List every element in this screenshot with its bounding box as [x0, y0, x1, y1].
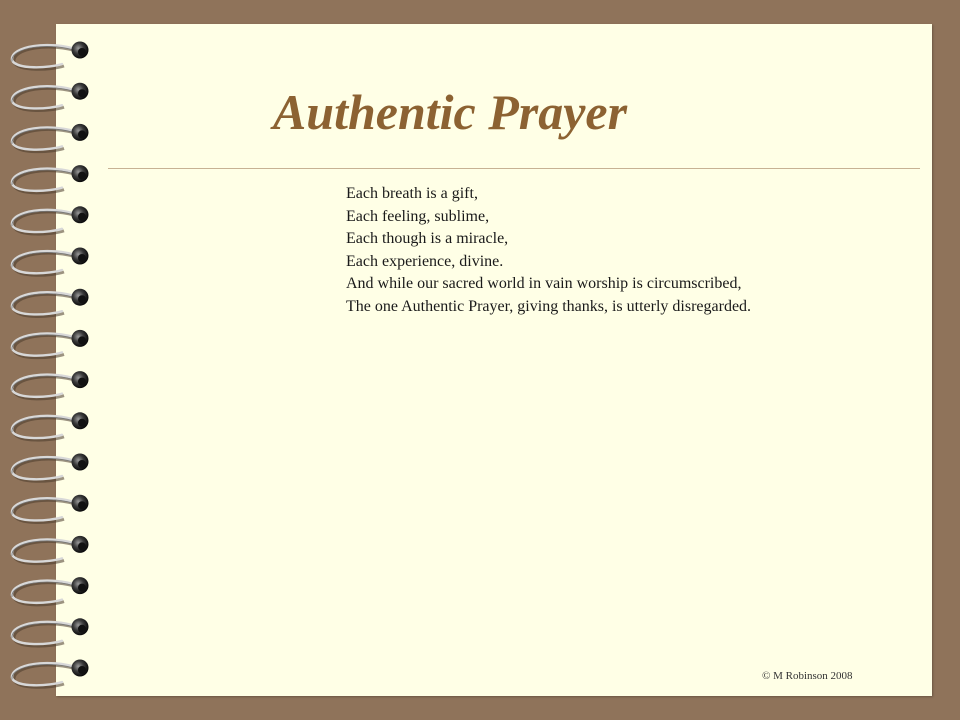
- poem-line: Each though is a miracle,: [346, 230, 509, 248]
- poem-line: Each feeling, sublime,: [346, 207, 490, 225]
- poem-text: [346, 183, 751, 319]
- binding-ring: [12, 330, 89, 358]
- binding-ring: [12, 660, 89, 688]
- copyright-notice: © M Robinson 2008: [762, 670, 853, 682]
- binding-ring: [12, 248, 89, 276]
- binding-ring: [12, 454, 89, 482]
- slide-title: Authentic Prayer: [272, 84, 628, 140]
- poem-line: Each breath is a gift,: [346, 185, 478, 202]
- binding-ring: [12, 536, 89, 564]
- binding-ring: [12, 42, 89, 70]
- binding-ring: [12, 412, 89, 440]
- binding-ring: [12, 289, 89, 317]
- binding-ring: [12, 495, 89, 523]
- binding-ring: [12, 206, 89, 234]
- binding-ring: [12, 618, 89, 646]
- poem-line: Each experience, divine.: [346, 252, 504, 270]
- binding-ring: [12, 371, 89, 399]
- binding-ring: [12, 577, 89, 605]
- poem-line: The one Authentic Prayer, giving thanks, is utterly disregarded.: [346, 297, 752, 315]
- title-divider: [108, 168, 920, 169]
- binding-ring: [12, 165, 89, 193]
- poem-line: And while our sacred world in vain worship is circumscribed,: [346, 275, 742, 293]
